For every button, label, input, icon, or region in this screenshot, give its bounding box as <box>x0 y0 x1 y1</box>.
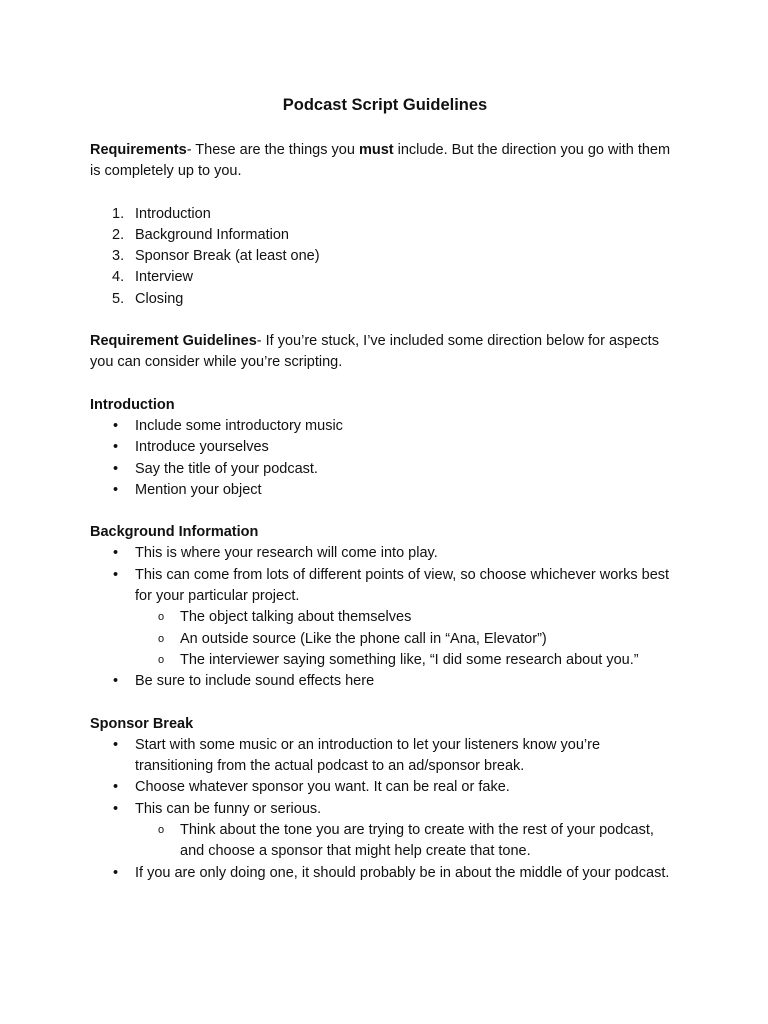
list-item-text: Mention your object <box>135 481 262 498</box>
sponsor-heading: Sponsor Break <box>90 715 194 732</box>
document-page <box>90 94 680 905</box>
list-item-text: Background Information <box>135 226 289 243</box>
list-item <box>90 289 680 310</box>
sub-list-item <box>135 820 680 863</box>
sponsor-list <box>90 735 680 884</box>
bullet-icon: • <box>113 779 119 796</box>
circle-bullet-icon: o <box>158 653 165 666</box>
sponsor-sub-list <box>135 820 680 863</box>
circle-bullet-icon: o <box>158 824 165 837</box>
bullet-icon: • <box>113 417 119 434</box>
list-item-text: Closing <box>135 290 184 307</box>
requirements-label: Requirements <box>90 142 187 158</box>
list-item <box>90 267 680 288</box>
bullet-icon: • <box>113 545 119 562</box>
background-list <box>90 543 680 692</box>
list-number: 4. <box>112 269 125 286</box>
sub-list-item-text: The object talking about themselves <box>180 609 412 626</box>
bullet-icon: • <box>113 800 119 817</box>
guidelines-paragraph <box>90 331 680 374</box>
list-item <box>90 799 680 863</box>
introduction-list <box>90 416 680 501</box>
list-item-text: Be sure to include sound effects here <box>135 673 375 690</box>
list-item <box>90 437 680 458</box>
list-item <box>90 459 680 480</box>
introduction-heading: Introduction <box>90 396 175 413</box>
sub-list-item-text: Think about the tone you are trying to create with the rest of your podcast, and choose a sponsor that might help create that tone. <box>180 822 654 860</box>
list-number: 1. <box>112 205 125 222</box>
list-item <box>90 735 680 778</box>
list-item <box>90 777 680 798</box>
list-number: 5. <box>112 290 125 307</box>
requirements-emphasis: must <box>358 142 394 158</box>
sub-list-item-text: The interviewer saying something like, “I did some research about you.” <box>180 651 639 668</box>
list-item <box>90 863 680 884</box>
list-item-text: This can come from lots of different points of view, so choose whichever works best for your particular project. <box>135 566 670 605</box>
list-item-text: This can be funny or serious. <box>135 800 322 817</box>
list-item-text: If you are only doing one, it should probably be in about the middle of your podcast. <box>135 864 670 881</box>
list-item-text: Choose whatever sponsor you want. It can be real or fake. <box>135 779 510 796</box>
requirements-paragraph <box>90 140 680 183</box>
list-item-text: Sponsor Break (at least one) <box>135 248 320 265</box>
bullet-icon: • <box>113 481 119 498</box>
list-item-text: Introduce yourselves <box>135 439 269 456</box>
bullet-icon: • <box>113 439 119 456</box>
list-item <box>90 204 680 225</box>
list-number: 3. <box>112 248 125 265</box>
sub-list-item-text: An outside source (Like the phone call in “Ana, Elevator”) <box>180 630 547 647</box>
list-number: 2. <box>112 226 125 243</box>
list-item <box>90 543 680 564</box>
list-item <box>90 480 680 501</box>
list-item <box>90 671 680 692</box>
list-item-text: Start with some music or an introduction to let your listeners know you’re transitioning from the actual podcast to an ad/sponsor break. <box>135 736 601 775</box>
sub-list-item <box>135 629 680 650</box>
list-item <box>90 416 680 437</box>
bullet-icon: • <box>113 864 119 881</box>
bullet-icon: • <box>113 673 119 690</box>
bullet-icon: • <box>113 736 119 753</box>
requirements-list <box>90 204 680 310</box>
list-item-text: Interview <box>135 269 194 286</box>
background-sub-list <box>135 607 680 671</box>
bullet-icon: • <box>113 566 119 583</box>
list-item-text: Include some introductory music <box>135 417 343 434</box>
circle-bullet-icon: o <box>158 611 165 624</box>
list-item <box>90 246 680 267</box>
guidelines-label: Requirement Guidelines <box>90 333 257 350</box>
list-item <box>90 225 680 246</box>
requirements-text-1: - These are the things you <box>186 142 359 158</box>
page-title: Podcast Script Guidelines <box>282 96 488 114</box>
bullet-icon: • <box>113 460 119 477</box>
list-item-text: Say the title of your podcast. <box>135 460 318 477</box>
list-item <box>90 565 680 671</box>
list-item-text: Introduction <box>135 205 211 222</box>
list-item-text: This is where your research will come into play. <box>135 545 438 562</box>
background-heading: Background Information <box>90 524 259 541</box>
circle-bullet-icon: o <box>158 632 165 645</box>
requirements-text-2: include. But the direction you go with them is completely up to you. <box>90 142 671 180</box>
sub-list-item <box>135 650 680 671</box>
guidelines-text: - If you’re stuck, I’ve included some direction below for aspects you can consider while you’re scripting. <box>90 333 659 371</box>
sub-list-item <box>135 607 680 628</box>
